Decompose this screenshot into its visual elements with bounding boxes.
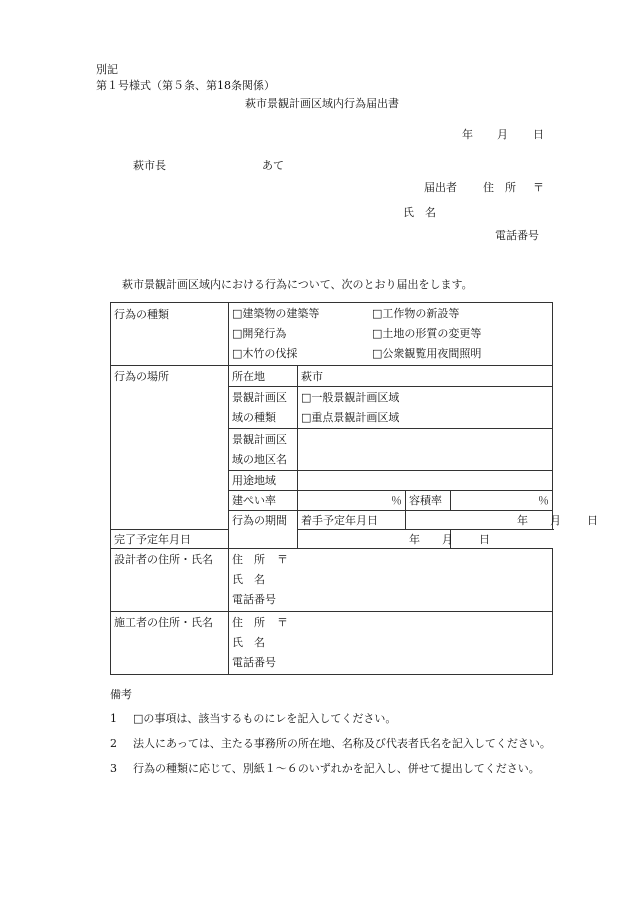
district-label-line2: 域の地区名 [232,452,287,466]
district-label [229,429,298,471]
period-start-date[interactable] [406,511,598,530]
applicant-address-label: 住 所 [483,181,516,194]
addressee-name: 萩市長 [133,159,166,172]
applicant-label: 届出者 [424,181,457,194]
option-land-change[interactable]: □土地の形質の変更等 [372,327,482,340]
option-structure[interactable]: □工作物の新設等 [372,307,460,320]
location-address-label: 所在地 [229,366,298,387]
applicant-postal-mark: 〒 [533,181,544,194]
district-label-line1: 景観計画区 [232,432,287,446]
start-day: 日 [587,513,598,527]
start-month: 月 [550,513,561,527]
designer-name-label: 氏 名 [232,573,265,586]
designer-address-label: 住 所 [232,553,265,566]
far-value[interactable] [451,491,553,511]
note-number: 1 [110,712,117,725]
location-address-value[interactable]: 萩市 [298,366,553,387]
end-year: 年 [409,532,420,546]
contractor-phone-label: 電話番号 [232,656,276,669]
start-year: 年 [517,513,528,527]
addressee-honorific: あて [262,159,284,172]
end-day: 日 [479,532,490,546]
period-end-date[interactable] [298,530,490,549]
designer-label: 設計者の住所・氏名 [111,549,229,612]
row-designer [111,549,553,612]
period-start-label: 着手予定年月日 [298,511,406,530]
far-label: 容積率 [406,491,451,511]
act-type-label: 行為の種類 [111,303,229,366]
date-day: 日 [533,128,544,141]
applicant-name-label: 氏 名 [403,206,436,219]
far-unit: ％ [538,494,549,507]
note-text: □の事項は、該当するものにレを記入してください。 [133,712,397,725]
document-title: 萩市景観計画区域内行為届出書 [245,97,399,110]
area-type-label [229,387,298,429]
row-period-end [111,530,553,549]
notification-table [110,302,598,675]
designer-phone-label: 電話番号 [232,593,276,606]
contractor-postal-mark: 〒 [277,616,288,629]
row-location-address [111,366,553,387]
zoning-label: 用途地域 [229,471,298,491]
coverage-label: 建ぺい率 [229,491,298,511]
note-number: 3 [110,762,117,775]
act-type-options [229,303,553,366]
contractor-label: 施工者の住所・氏名 [111,612,229,675]
date-month: 月 [497,128,508,141]
row-act-type [111,303,553,366]
option-general-area[interactable]: □一般景観計画区域 [301,390,400,404]
note-number: 2 [110,737,117,750]
notes-heading: 備考 [110,688,132,701]
area-type-label-line2: 域の種類 [232,410,276,424]
option-night-lighting[interactable]: □公衆観覧用夜間照明 [372,347,482,360]
row-contractor [111,612,553,675]
district-value[interactable] [298,429,553,471]
contractor-fields[interactable] [229,612,553,675]
period-label: 行為の期間 [229,511,298,549]
note-text: 法人にあっては、主たる事務所の所在地、名称及び代表者氏名を記入してください。 [133,737,551,750]
end-month: 月 [442,532,453,546]
contractor-name-label: 氏 名 [232,636,265,649]
intro-text: 萩市景観計画区域内における行為について、次のとおり届出をします。 [122,278,473,291]
form-number: 第１号様式（第５条、第18条関係） [96,79,275,92]
option-development[interactable]: □開発行為 [232,327,287,340]
applicant-phone-label: 電話番号 [495,229,539,242]
coverage-value[interactable] [298,491,406,511]
designer-fields[interactable] [229,549,553,612]
option-tree-felling[interactable]: □木竹の伐採 [232,347,298,360]
location-label: 行為の場所 [111,366,229,530]
contractor-address-label: 住 所 [232,616,265,629]
option-priority-area[interactable]: □重点景観計画区域 [301,410,400,424]
coverage-unit: ％ [391,494,402,507]
besshi-label: 別記 [96,63,118,76]
designer-postal-mark: 〒 [277,553,288,566]
area-type-options [298,387,553,429]
period-end-label: 完了予定年月日 [111,530,298,549]
date-year: 年 [462,128,473,141]
area-type-label-line1: 景観計画区 [232,390,287,404]
option-building[interactable]: □建築物の建築等 [232,307,320,320]
zoning-value[interactable] [298,471,553,491]
note-text: 行為の種類に応じて、別紙１～６のいずれかを記入し、併せて提出してください。 [133,762,540,775]
